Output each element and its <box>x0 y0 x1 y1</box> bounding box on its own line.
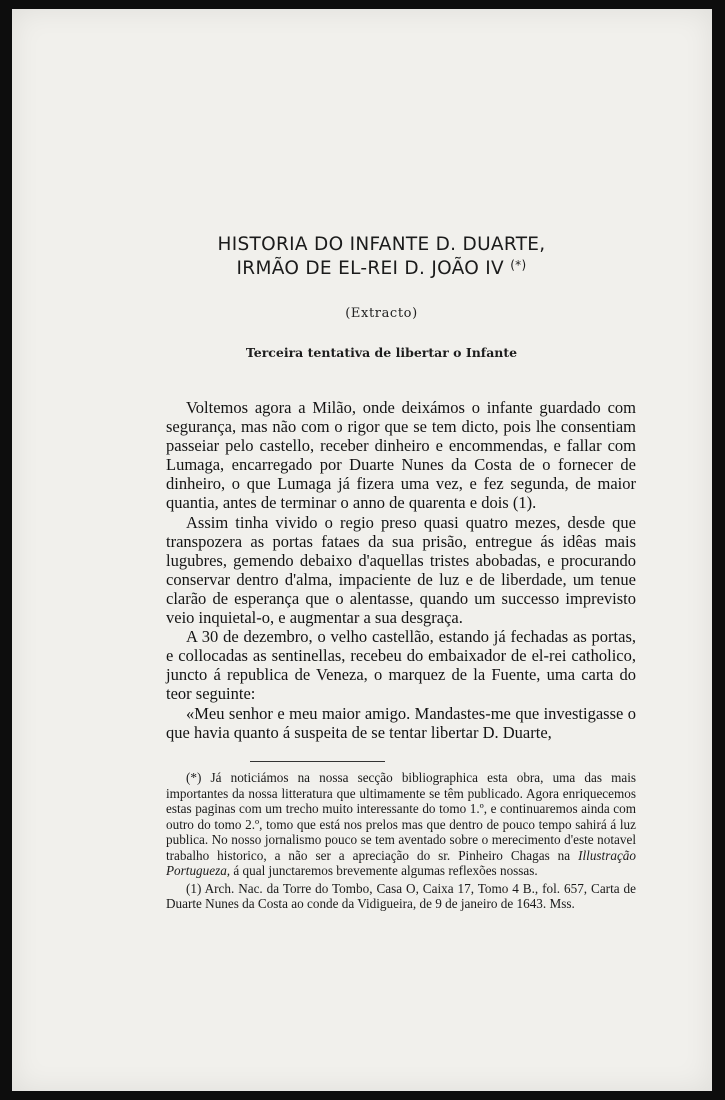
footnote-1-text-a: (*) Já noticiámos na nossa secção bibliographica esta obra, uma das mais importantes da nossa litteratura que ultimamente se têm publicado. Agora enriquecemos estas paginas com um trecho muito interessante do tomo 1.º, e continuaremos ainda com outro do tomo 2.º, tomo que está nos prelos mas que dentro de pouco tempo sahirá á luz publica. No nosso jornalismo pouco se tem aventado sobre o merecimento d'este notavel trabalho historico, a não ser a apreciação do sr. Pinheiro Chagas na <box>166 770 636 863</box>
body-paragraph-3: A 30 de dezembro, o velho castellão, estando já fechadas as portas, e collocadas as sentinellas, recebeu do embaixador de el-rei catholico, juncto á republica de Veneza, o marquez de la Fuente, uma carta do teor seguinte: <box>166 627 636 704</box>
article-title-line-2 <box>0 258 725 279</box>
title-text-2: IRMÃO DE EL-REI D. JOÃO IV <box>236 258 504 279</box>
footnotes <box>166 770 636 912</box>
footnote-1-text-b: á qual junctaremos brevemente algumas reflexões nossas. <box>230 863 538 878</box>
footnote-1 <box>166 770 636 879</box>
article-body <box>166 398 636 742</box>
footnote-divider <box>250 761 385 762</box>
article-subtitle: (Extracto) <box>345 306 418 321</box>
body-paragraph-4: «Meu senhor e meu maior amigo. Mandastes-me que investigasse o que havia quanto á suspeita de se tentar libertar D. Duarte, <box>166 703 636 742</box>
footnote-1-italic: Illustração Portugueza, <box>166 847 636 878</box>
section-heading: Terceira tentativa de libertar o Infante <box>245 345 518 360</box>
footnote-2: (1) Arch. Nac. da Torre do Tombo, Casa O, Caixa 17, Tomo 4 B., fol. 657, Carta de Duarte Nunes da Costa ao conde da Vidigueira, de 9 de janeiro de 1643. Mss. <box>166 880 636 911</box>
article-title-line-1 <box>0 234 725 255</box>
title-footnote-mark: (*) <box>510 258 527 272</box>
body-paragraph-2: Assim tinha vivido o regio preso quasi quatro mezes, desde que transpozera as portas fataes da sua prisão, entregue ás idêas mais lugubres, gemendo debaixo d'aquellas tristes abobadas, e procurando conservar dentro d'alma, impaciente de luz e de liberdade, um tenue clarão de esperança que o alentasse, quando um successo imprevisto veio inquietal-o, e augmentar a sua desgraça. <box>166 512 636 628</box>
title-text-1: HISTORIA DO INFANTE D. DUARTE, <box>217 234 546 255</box>
body-paragraph-1: Voltemos agora a Milão, onde deixámos o infante guardado com segurança, mas não com o rigor que se tem dicto, pois lhe consentiam passeiar pelo castello, receber dinheiro e encommendas, e fallar com Lumaga, encarregado por Duarte Nunes da Costa de o fornecer de dinheiro, o que Lumaga já fizera uma vez, e fez segunda, de maior quantia, antes de terminar o anno de quarenta e dois (1). <box>166 398 636 513</box>
